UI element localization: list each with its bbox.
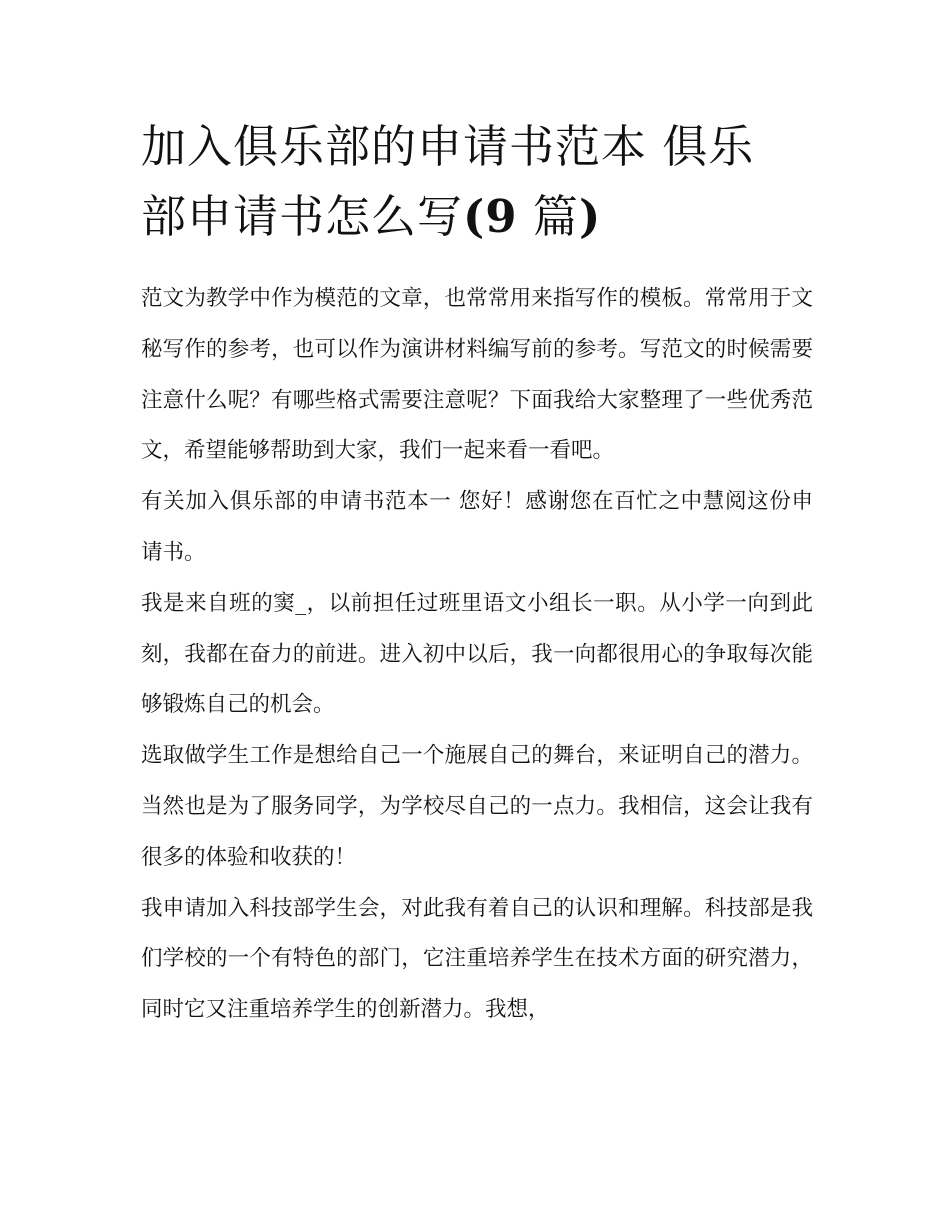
title-count-unit: 篇: [517, 190, 579, 243]
title-line-2: 部申请书怎么写: [141, 190, 464, 243]
paragraph-self-introduction: 我是来自班的窦_，以前担任过班里语文小组长一职。从小学一向到此刻，我都在奋力的前进。进入初中以后，我一向都很用心的争取每次能够锻炼自己的机会。: [141, 590, 813, 718]
title-count-close: ): [578, 190, 602, 243]
paragraph-motivation: 选取做学生工作是想给自己一个施展自己的舞台，来证明自己的潜力。当然也是为了服务同学，为学校尽自己的一点力。我相信，这会让我有很多的体验和收获的！: [141, 743, 813, 870]
paragraph-understanding: 我申请加入科技部学生会，对此我有着自己的认识和理解。科技部是我们学校的一个有特色的部门，它注重培养学生在技术方面的研究潜力，同时它又注重培养学生的创新潜力。我想，: [141, 895, 813, 1023]
paragraph-greeting: 有关加入俱乐部的申请书范本一 您好！感谢您在百忙之中慧阅这份申请书。: [141, 489, 813, 565]
document-body: [141, 112, 813, 1036]
paragraph-intro: 范文为教学中作为模范的文章，也常常用来指写作的模板。常常用于文秘写作的参考，也可以作为演讲材料编写前的参考。写范文的时候需要注意什么呢？有哪些格式需要注意呢？下面我给大家整理了一些优秀范文，希望能够帮助到大家，我们一起来看一看吧。: [141, 286, 813, 464]
title-count-open: (9: [463, 190, 518, 243]
document-title: [141, 112, 813, 252]
title-line-1: 加入俱乐部的申请书范本 俱乐: [141, 120, 755, 173]
